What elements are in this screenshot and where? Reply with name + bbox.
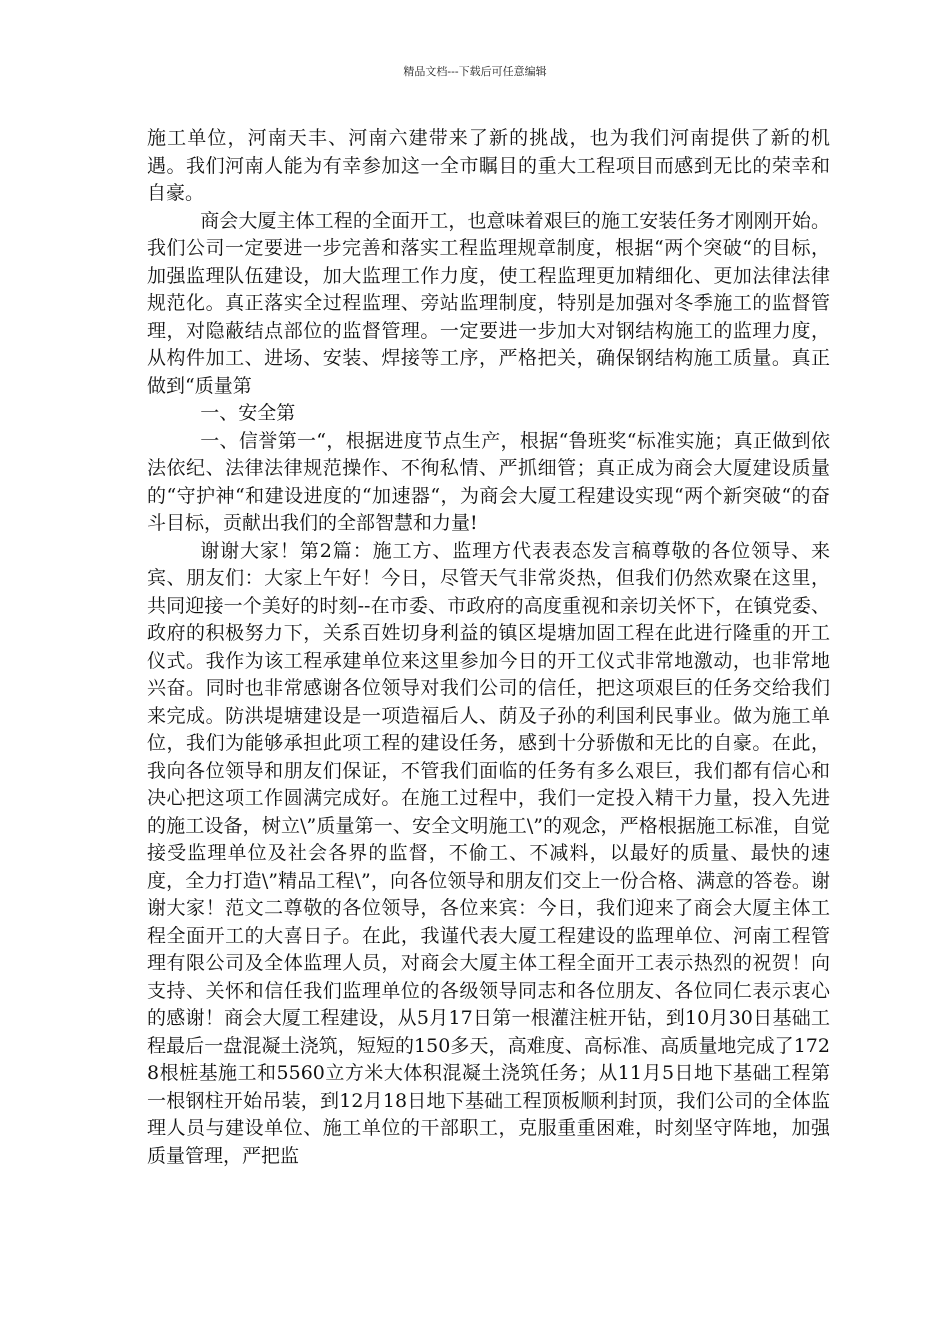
paragraph: 一、信誉第一“，根据进度节点生产，根据“鲁班奖“标准实施；真正做到依法依纪、法律法律规范操作、不徇私情、严抓细管；真正成为商会大厦建设质量的“守护神“和建设进度的“加速器“，为商会大厦工程建设实现“两个新突破“的奋斗目标，贡献出我们的全部智慧和力量! [147,429,830,534]
paragraph: 施工单位，河南天丰、河南六建带来了新的挑战，也为我们河南提供了新的机遇。我们河南人能为有幸参加这一全市瞩目的重大工程项目而感到无比的荣幸和自豪。 [147,127,830,204]
document-body [147,125,830,1170]
paragraph: 一、安全第 [200,402,296,424]
paragraph: 商会大厦主体工程的全面开工，也意味着艰巨的施工安装任务才刚刚开始。我们公司一定要进一步完善和落实工程监理规章制度，根据“两个突破“的目标，加强监理队伍建设，加大监理工作力度，使工程监理更加精细化、更加法律法律规范化。真正落实全过程监理、旁站监理制度，特别是加强对冬季施工的监督管理，对隐蔽结点部位的监督管理。一定要进一步加大对钢结构施工的监理力度，从构件加工、进场、安装、焊接等工序，严格把关，确保钢结构施工质量。真正做到“质量第 [147,209,830,397]
page-header: 精品文档---下载后可任意编辑 [403,65,547,78]
paragraph: 谢谢大家！第2篇：施工方、监理方代表表态发言稿尊敬的各位领导、来宾、朋友们：大家上午好！今日，尽管天气非常炎热，但我们仍然欢聚在这里，共同迎接一个美好的时刻--在市委、市政府的高度重视和亲切关怀下，在镇党委、政府的积极努力下，关系百姓切身利益的镇区堤塘加固工程在此进行隆重的开工仪式。我作为该工程承建单位来这里参加今日的开工仪式非常地激动，也非常地兴奋。同时也非常感谢各位领导对我们公司的信任，把这项艰巨的任务交给我们来完成。防洪堤塘建设是一项造福后人、荫及子孙的利国利民事业。做为施工单位，我们为能够承担此项工程的建设任务，感到十分骄傲和无比的自豪。在此，我向各位领导和朋友们保证，不管我们面临的任务有多么艰巨，我们都有信心和决心把这项工作圆满完成好。在施工过程中，我们一定投入精干力量，投入先进的施工设备，树立\”质量第一、安全文明施工\”的观念，严格根据施工标准，自觉接受监理单位及社会各界的监督，不偷工、不减料，以最好的质量、最快的速度，全力打造\”精品工程\”，向各位领导和朋友们交上一份合格、满意的答卷。谢谢大家！范文二尊敬的各位领导，各位来宾：今日，我们迎来了商会大厦主体工程全面开工的大喜日子。在此，我谨代表大厦工程建设的监理单位、河南工程管理有限公司及全体监理人员，对商会大厦主体工程全面开工表示热烈的祝贺！向支持、关怀和信任我们监理单位的各级领导同志和各位朋友、各位同仁表示衷心的感谢！商会大厦工程建设，从5月17日第一根灌注桩开钻，到10月30日基础工程最后一盘混凝土浇筑，短短的150多天，高难度、高标准、高质量地完成了1728根桩基施工和5560立方米大体积混凝土浇筑任务；从11月5日地下基础工程第一根钢柱开始吊装，到12月18日地下基础工程顶板顺利封顶，我们公司的全体监理人员与建设单位、施工单位的干部职工，克服重重困难，时刻坚守阵地，加强质量管理，严把监 [147,539,830,1167]
